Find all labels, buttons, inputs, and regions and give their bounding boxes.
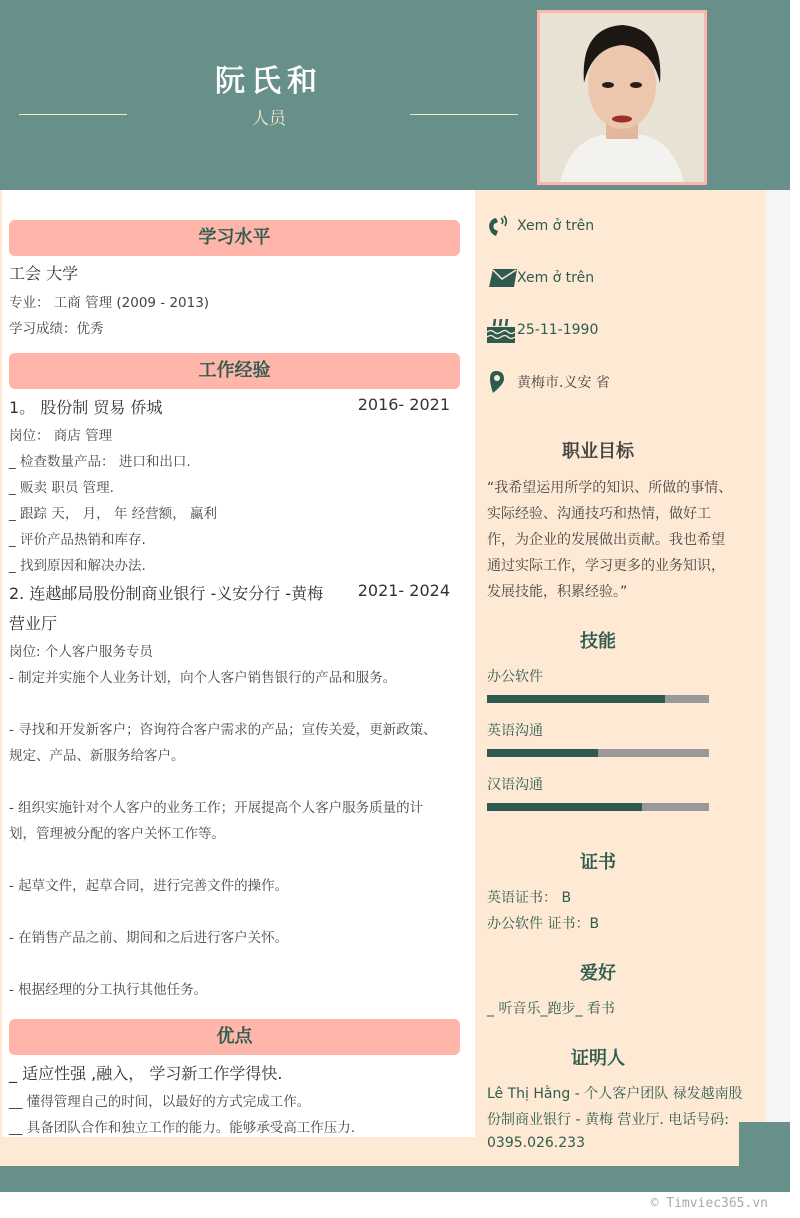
map-pin-icon	[487, 370, 517, 394]
objective-line: 实际经验、沟通技巧和热情，做好工	[487, 506, 711, 522]
job-company: 2. 连越邮局股份制商业银行 -义安分行 -黄梅	[9, 584, 324, 603]
objective-line: “我希望运用所学的知识、所做的事情、	[487, 480, 733, 496]
skill-bar	[487, 695, 709, 703]
candidate-role: 人员	[252, 109, 286, 129]
job-duty: 规定、产品、新服务给客户。	[9, 748, 185, 764]
avatar	[537, 10, 707, 185]
email-value: Xem ở trên	[517, 270, 595, 286]
job-duty: - 在销售产品之前、期间和之后进行客户关怀。	[9, 930, 289, 946]
job-duty: _ 跟踪 天， 月， 年 经营额， 赢利	[9, 506, 217, 522]
objective-line: 作，为企业的发展做出贡献。我也希望	[487, 532, 725, 548]
skill-bar	[487, 803, 709, 811]
job-duty: - 根据经理的分工执行其他任务。	[9, 982, 208, 998]
divider-left	[19, 114, 127, 115]
candidate-name: 阮氏和	[215, 64, 323, 99]
job-duty: _ 找到原因和解决办法.	[9, 558, 146, 574]
reference-line: 份制商业银行 - 黄梅 营业厅. 电话号码:	[487, 1112, 730, 1128]
skill-name: 英语沟通	[487, 723, 543, 739]
section-hobbies-title: 爱好	[580, 963, 616, 984]
job-position: 岗位： 商店 管理	[9, 428, 113, 444]
section-strengths-title: 优点	[9, 1019, 460, 1055]
envelope-icon	[487, 266, 517, 290]
strength-item: __ 具备团队合作和独立工作的能力。能够承受高工作压力.	[9, 1120, 356, 1136]
job-duty: - 寻找和开发新客户；咨询符合客户需求的产品；宣传关爱，更新政策、	[9, 722, 437, 738]
reference-line: 0395.026.233	[487, 1135, 585, 1151]
contact-phone	[487, 214, 594, 238]
section-skills-title: 技能	[580, 631, 616, 652]
section-objective-title: 职业目标	[562, 441, 634, 462]
section-education-title: 学习水平	[9, 220, 460, 256]
birthday-cake-icon	[487, 318, 517, 342]
certificate-item: 办公软件 证书：B	[487, 916, 600, 932]
job-company-cont: 营业厅	[9, 614, 58, 633]
job-duty: 划，管理被分配的客户关怀工作等。	[9, 826, 225, 842]
phone-value: Xem ở trên	[517, 218, 595, 234]
header	[0, 0, 790, 190]
strength-item: __ 懂得管理自己的时间，以最好的方式完成工作。	[9, 1094, 311, 1110]
objective-line: 发展技能，积累经验。”	[487, 584, 628, 600]
job-position: 岗位: 个人客户服务专员	[9, 644, 153, 660]
job-date: 2021- 2024	[357, 581, 450, 600]
job-date: 2016- 2021	[357, 395, 450, 414]
school-name: 工会 大学	[9, 264, 79, 283]
contact-birthday	[487, 318, 598, 342]
strength-item: _ 适应性强 ,融入， 学习新工作学得快.	[9, 1064, 283, 1083]
address-value: 黄梅市.义安 省	[517, 375, 610, 391]
job-duty: - 制定并实施个人业务计划，向个人客户销售银行的产品和服务。	[9, 670, 397, 686]
objective-line: 通过实际工作，学习更多的业务知识，	[487, 558, 725, 574]
section-experience-title: 工作经验	[9, 353, 460, 389]
job-duty: - 组织实施针对个人客户的业务工作；开展提高个人客户服务质量的计	[9, 800, 424, 816]
job-duty: _ 贩卖 职员 管理.	[9, 480, 114, 496]
grade: 学习成绩：优秀	[9, 321, 104, 337]
copyright: © Timviec365.vn	[650, 1196, 768, 1211]
job-company: 1。 股份制 贸易 侨城	[9, 398, 163, 417]
major: 专业： 工商 管理 (2009 - 2013)	[9, 295, 210, 311]
skill-name: 汉语沟通	[487, 777, 543, 793]
job-duty: - 起草文件，起草合同，进行完善文件的操作。	[9, 878, 289, 894]
birthday-value: 25-11-1990	[517, 322, 599, 338]
skill-name: 办公软件	[487, 669, 543, 685]
contact-address	[487, 370, 610, 394]
skill-bar	[487, 749, 709, 757]
divider-right	[410, 114, 518, 115]
hobbies-text: _ 听音乐_跑步_ 看书	[487, 1001, 615, 1017]
section-certificates-title: 证书	[580, 852, 616, 873]
phone-icon	[487, 214, 517, 238]
certificate-item: 英语证书： B	[487, 890, 572, 906]
footer-band	[0, 1166, 790, 1192]
job-duty: _ 检查数量产品： 进口和出口.	[9, 454, 191, 470]
section-reference-title: 证明人	[571, 1048, 625, 1069]
reference-line: Lê Thị Hằng - 个人客户团队 禄发越南股	[487, 1086, 743, 1102]
decor-block	[739, 1122, 790, 1172]
contact-email	[487, 266, 594, 290]
job-duty: _ 评价产品热销和库存.	[9, 532, 146, 548]
